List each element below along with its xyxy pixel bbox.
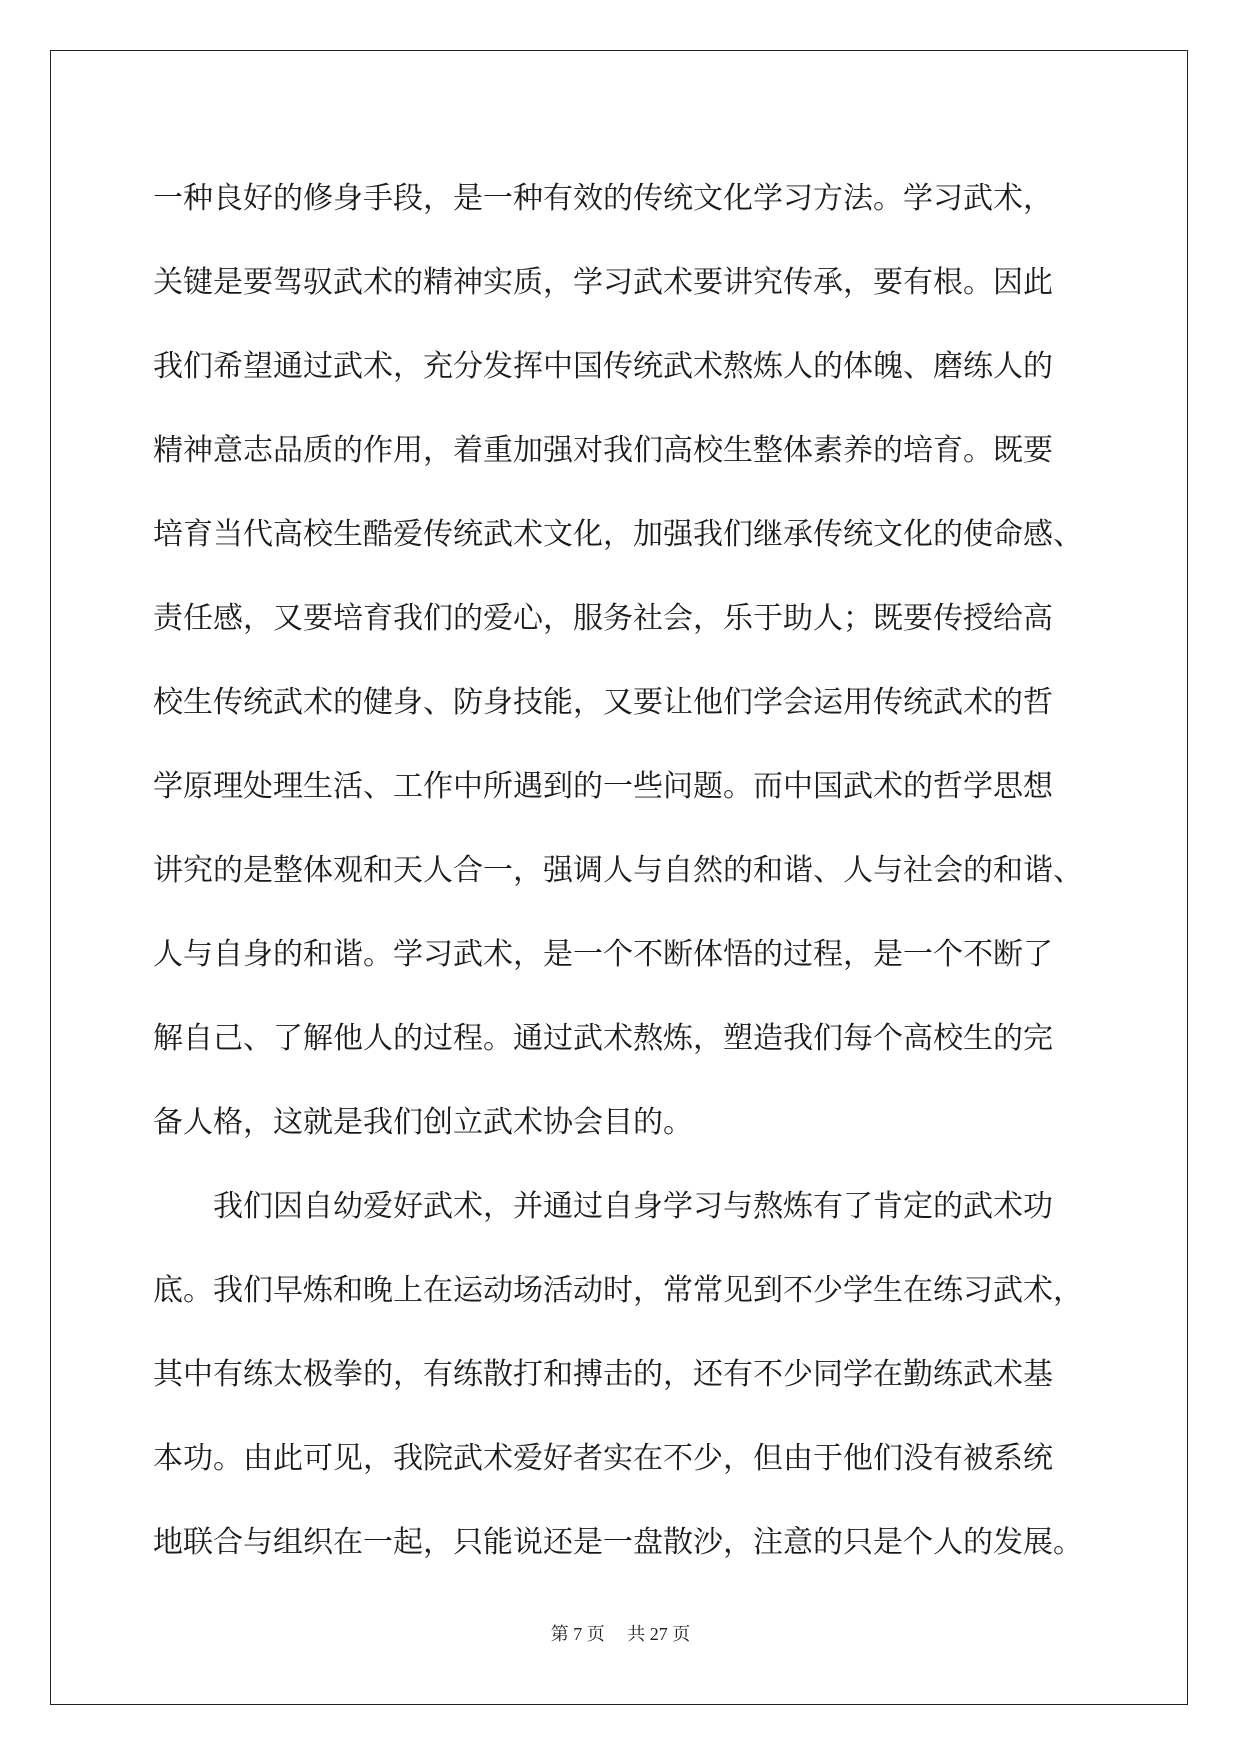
text-line: 责任感，又要培育我们的爱心，服务社会，乐于助人；既要传授给高 (153, 601, 1053, 636)
text-line: 学原理处理生活、工作中所遇到的一些问题。而中国武术的哲学思想 (153, 769, 1053, 804)
text-line: 备人格，这就是我们创立武术协会目的。 (153, 1105, 693, 1140)
text-line: 一种良好的修身手段，是一种有效的传统文化学习方法。学习武术， (153, 181, 1053, 216)
text-line: 校生传统武术的健身、防身技能，又要让他们学会运用传统武术的哲 (153, 685, 1053, 720)
page-footer (0, 1620, 1241, 1646)
text-line: 地联合与组织在一起，只能说还是一盘散沙，注意的只是个人的发展。 (153, 1525, 1083, 1560)
text-line: 培育当代高校生酷爱传统武术文化，加强我们继承传统文化的使命感、 (153, 517, 1083, 552)
text-line: 精神意志品质的作用，着重加强对我们高校生整体素养的培育。既要 (153, 433, 1053, 468)
text-line: 本功。由此可见，我院武术爱好者实在不少，但由于他们没有被系统 (153, 1441, 1053, 1476)
text-line: 我们希望通过武术，充分发挥中国传统武术熬炼人的体魄、磨练人的 (153, 349, 1053, 384)
text-line: 我们因自幼爱好武术，并通过自身学习与熬炼有了肯定的武术功 (153, 1189, 1053, 1224)
page-number: 第 7 页 共 27 页 (550, 1624, 691, 1644)
text-line: 人与自身的和谐。学习武术，是一个不断体悟的过程，是一个不断了 (153, 937, 1053, 972)
text-line: 底。我们早炼和晚上在运动场活动时，常常见到不少学生在练习武术， (153, 1273, 1083, 1308)
document-body (153, 157, 1093, 1585)
text-line: 解自己、了解他人的过程。通过武术熬炼，塑造我们每个高校生的完 (153, 1021, 1053, 1056)
text-line: 关键是要驾驭武术的精神实质，学习武术要讲究传承，要有根。因此 (153, 265, 1053, 300)
text-line: 讲究的是整体观和天人合一，强调人与自然的和谐、人与社会的和谐、 (153, 853, 1083, 888)
text-line: 其中有练太极拳的，有练散打和搏击的，还有不少同学在勤练武术基 (153, 1357, 1053, 1392)
